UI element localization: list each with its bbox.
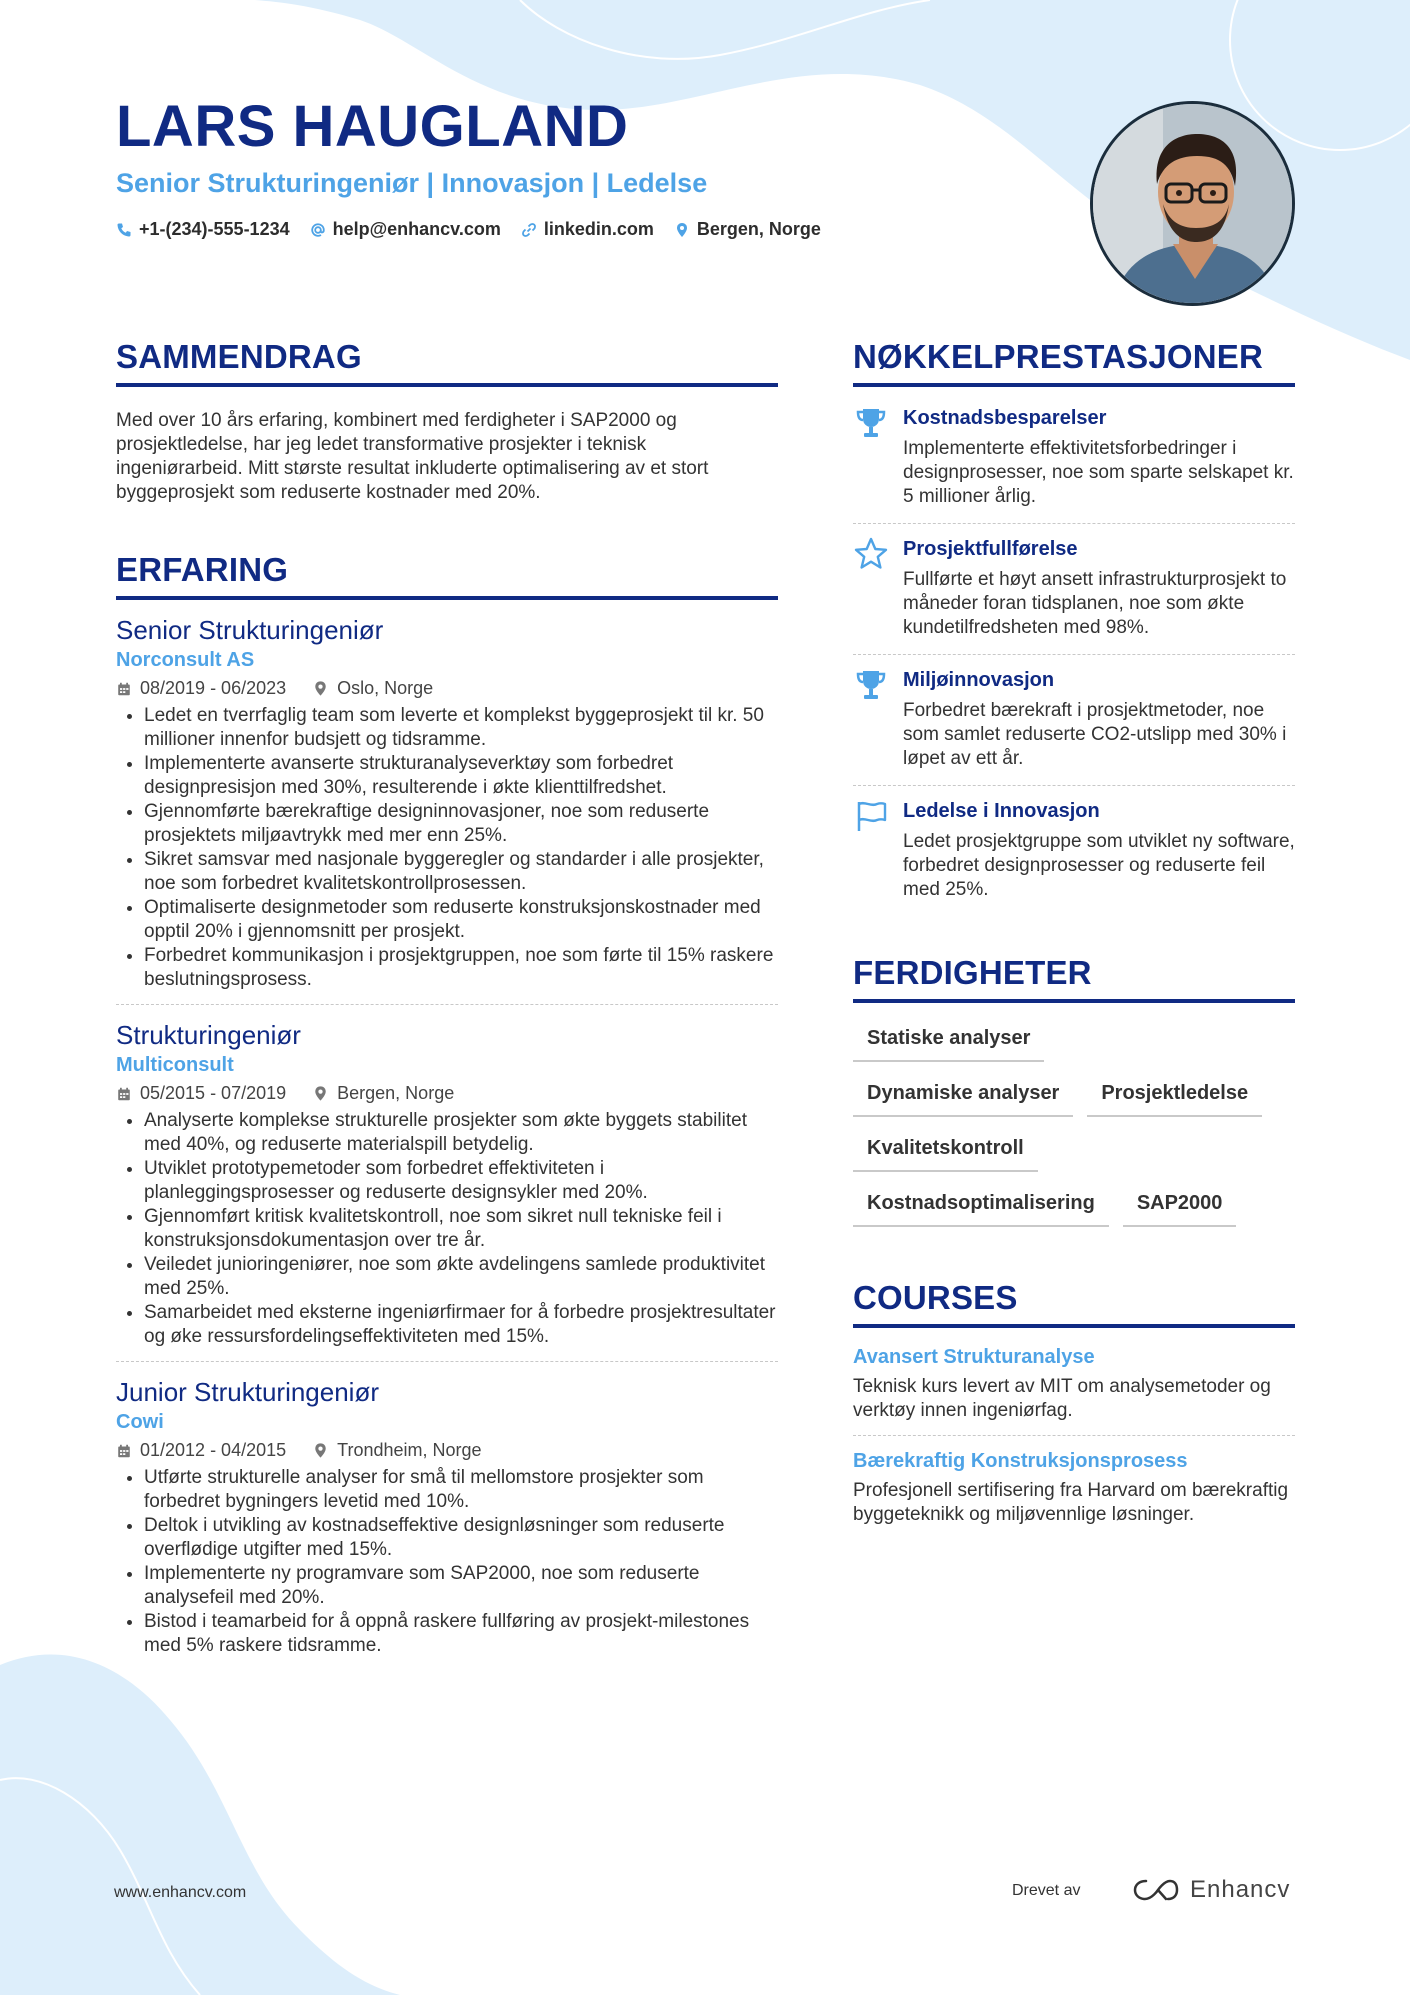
bullet-item: • Samarbeidet med eksterne ingeniørfirmaer for å forbedre prosjektresultater og øke ressursfordelingseffektiviteten med 15%.: [144, 1301, 778, 1349]
bullet-item: • Gjennomført kritisk kvalitetskontroll, noe som sikret null tekniske feil i konstruksjonsdokumentasjon over tre år.: [144, 1205, 778, 1253]
powered-by-label: Drevet av: [1012, 1882, 1081, 1899]
achievement-list: [853, 393, 1295, 916]
skill-row: [853, 1023, 1295, 1062]
job-entry: [116, 600, 778, 1004]
achievement-body: [903, 405, 1295, 509]
achievement-body: [903, 667, 1295, 771]
course-item: [853, 1332, 1295, 1435]
bullet-item: • Implementerte ny programvare som SAP2000, noe som reduserte analysefeil med 20%.: [144, 1562, 778, 1610]
contact-bar: [116, 219, 821, 240]
right-column: [853, 340, 1295, 1539]
job-title: Senior Strukturingeniør: [116, 615, 384, 645]
job-location: [312, 1440, 481, 1461]
achievement-desc: Fullførte et høyt ansett infrastrukturprosjekt to måneder foran tidsplanen, noe som økte kundetilfredsheten med 98%.: [903, 569, 1287, 638]
bullet-item: • Gjennomførte bærekraftige designinnovasjoner, noe som reduserte prosjektets miljøavtrykk med mer enn 25%.: [144, 800, 778, 848]
skill-row: [853, 1133, 1295, 1172]
course-title: Avansert Strukturanalyse: [853, 1346, 1095, 1368]
bullet-item: • Sikret samsvar med nasjonale byggeregler og standarder i alle prosjekter, noe som forbedret kvalitetskontrollprosessen.: [144, 848, 778, 896]
bullet-item: • Deltok i utvikling av kostnadseffektive designløsninger som reduserte overflødige utgifter med 15%.: [144, 1514, 778, 1562]
job-location: [312, 1083, 454, 1104]
location-pin-icon: [312, 1442, 329, 1459]
linkedin-text: linkedin.com: [543, 219, 654, 239]
job-bullets: [116, 1466, 778, 1658]
achievement-desc: Ledet prosjektgruppe som utviklet ny software, forbedret designprosesser og reduserte feil med 25%.: [903, 831, 1295, 900]
email-text: help@enhancv.com: [332, 219, 501, 239]
skill-tag: Kostnadsoptimalisering: [853, 1188, 1109, 1227]
achievement-item: [853, 523, 1295, 654]
brand-name: Enhancv: [1190, 1876, 1291, 1903]
achievement-icon: [853, 667, 889, 703]
courses-title: COURSES: [853, 1281, 1295, 1328]
summary-text: Med over 10 års erfaring, kombinert med ferdigheter i SAP2000 og prosjektledelse, har jeg ledet transformative prosjekter i teknisk ingeniørarbeid. Mitt største resultat inkluderte optimalisering av et stort byggeprosjekt som reduserte kostnader med 20%.: [116, 410, 709, 503]
job-title: Junior Strukturingeniør: [116, 1377, 379, 1407]
courses-section: [853, 1281, 1295, 1539]
skill-tag: Dynamiske analyser: [853, 1078, 1073, 1117]
summary-section: [116, 340, 778, 505]
calendar-icon: [116, 1086, 132, 1102]
phone-icon: [116, 222, 132, 238]
bullet-item: • Bistod i teamarbeid for å oppnå raskere fullføring av prosjekt-milestones med 5% raskere tidsramme.: [144, 1610, 778, 1658]
left-column: [116, 340, 778, 1670]
portrait-illustration: [1093, 104, 1295, 306]
job-dates-text: 05/2015 - 07/2019: [140, 1083, 287, 1103]
experience-title: ERFARING: [116, 553, 778, 600]
course-desc: Profesjonell sertifisering fra Harvard om bærekraftig byggeteknikk og miljøvennlige løsninger.: [853, 1480, 1289, 1525]
headline: Senior Strukturingeniør | Innovasjon | Ledelse: [116, 168, 708, 198]
skill-row: [853, 1078, 1295, 1117]
trophy-icon: [853, 405, 889, 441]
skill-row: [853, 1188, 1295, 1227]
company-name: Multiconsult: [116, 1054, 234, 1076]
flag-icon: [853, 798, 889, 834]
contact-phone[interactable]: [116, 219, 290, 240]
course-desc: Teknisk kurs levert av MIT om analysemetoder og verktøy innen ingeniørfag.: [853, 1376, 1271, 1421]
skill-tag: Prosjektledelse: [1087, 1078, 1262, 1117]
job-entry: [116, 1361, 778, 1670]
job-entry: [116, 1004, 778, 1361]
achievement-item: [853, 654, 1295, 785]
job-meta: [116, 678, 778, 699]
bullet-item: • Ledet en tverrfaglig team som leverte et komplekst byggeprosjekt til kr. 50 millioner innenfor budsjett og tidsramme.: [144, 704, 778, 752]
achievement-desc: Forbedret bærekraft i prosjektmetoder, noe som samlet reduserte CO2-utslipp med 30% i løpet av ett år.: [903, 700, 1287, 769]
summary-title: SAMMENDRAG: [116, 340, 778, 387]
job-dates: [116, 678, 286, 699]
job-dates-text: 08/2019 - 06/2023: [140, 678, 287, 698]
achievement-item: [853, 393, 1295, 523]
achievement-desc: Implementerte effektivitetsforbedringer i designprosesser, noe som sparte selskapet kr. 5 millioner årlig.: [903, 438, 1294, 507]
achievement-title: Kostnadsbesparelser: [903, 407, 1107, 429]
company-name: Cowi: [116, 1411, 164, 1433]
achievement-icon: [853, 536, 889, 572]
skills-title: FERDIGHETER: [853, 956, 1295, 1003]
skill-tag: SAP2000: [1123, 1188, 1237, 1227]
achievement-body: [903, 798, 1295, 902]
footer-url[interactable]: www.enhancv.com: [114, 1884, 247, 1901]
achievements-section: [853, 340, 1295, 916]
trophy-icon: [853, 667, 889, 703]
candidate-name: LARS HAUGLAND: [116, 94, 629, 159]
bullet-item: • Analyserte komplekse strukturelle prosjekter som økte byggets stabilitet med 40%, og reduserte materialspill betydelig.: [144, 1109, 778, 1157]
job-bullets: [116, 1109, 778, 1349]
job-location: [312, 678, 433, 699]
bullet-item: • Veiledet junioringeniører, noe som økte avdelingens samlede produktivitet med 25%.: [144, 1253, 778, 1301]
job-dates: [116, 1440, 286, 1461]
course-item: [853, 1435, 1295, 1539]
job-location-text: Bergen, Norge: [337, 1083, 455, 1103]
achievement-title: Miljøinnovasjon: [903, 669, 1055, 691]
location-pin-icon: [674, 222, 690, 238]
company-name: Norconsult AS: [116, 649, 255, 671]
achievement-body: [903, 536, 1295, 640]
job-title: Strukturingeniør: [116, 1020, 301, 1050]
experience-section: [116, 553, 778, 1670]
job-dates-text: 01/2012 - 04/2015: [140, 1440, 287, 1460]
course-list: [853, 1332, 1295, 1539]
skill-tag: Statiske analyser: [853, 1023, 1044, 1062]
achievement-title: Ledelse i Innovasjon: [903, 800, 1100, 822]
bullet-item: • Optimaliserte designmetoder som reduserte konstruksjonskostnader med opptil 20% i gjennomsnitt per prosjekt.: [144, 896, 778, 944]
bullet-item: • Utførte strukturelle analyser for små til mellomstore prosjekter som forbedret bygningers levetid med 10%.: [144, 1466, 778, 1514]
star-icon: [853, 536, 889, 572]
bullet-item: • Forbedret kommunikasjon i prosjektgruppen, noe som førte til 15% raskere beslutningsprosess.: [144, 944, 778, 992]
job-bullets: [116, 704, 778, 992]
location-text: Bergen, Norge: [696, 219, 821, 239]
contact-location: [674, 219, 821, 240]
contact-linkedin[interactable]: [521, 219, 654, 240]
job-meta: [116, 1440, 778, 1461]
contact-email[interactable]: [310, 219, 501, 240]
at-icon: [310, 222, 326, 238]
bullet-item: • Utviklet prototypemetoder som forbedret effektiviteten i planleggingsprosesser og reduserte designsykler med 20%.: [144, 1157, 778, 1205]
skill-tag: Kvalitetskontroll: [853, 1133, 1038, 1172]
job-location-text: Trondheim, Norge: [337, 1440, 482, 1460]
phone-text: +1-(234)-555-1234: [139, 219, 290, 239]
location-pin-icon: [312, 680, 329, 697]
calendar-icon: [116, 681, 132, 697]
calendar-icon: [116, 1443, 132, 1459]
location-pin-icon: [312, 1085, 329, 1102]
job-meta: [116, 1083, 778, 1104]
course-title: Bærekraftig Konstruksjonsprosess: [853, 1450, 1188, 1472]
profile-photo: [1090, 101, 1295, 306]
job-dates: [116, 1083, 286, 1104]
achievement-item: [853, 785, 1295, 916]
skill-list: [853, 1023, 1295, 1227]
brand-logo[interactable]: [1132, 1876, 1290, 1904]
achievements-title: NØKKELPRESTASJONER: [853, 340, 1295, 387]
bullet-item: • Implementerte avanserte strukturanalyseverktøy som forbedret designpresisjon med 30%, resulterende i økte klienttilfredshet.: [144, 752, 778, 800]
skills-section: [853, 956, 1295, 1227]
achievement-icon: [853, 405, 889, 441]
enhancv-logo-icon: [1132, 1877, 1180, 1903]
job-list: [116, 600, 778, 1670]
achievement-title: Prosjektfullførelse: [903, 538, 1078, 560]
link-icon: [521, 222, 537, 238]
job-location-text: Oslo, Norge: [337, 678, 434, 698]
achievement-icon: [853, 798, 889, 834]
